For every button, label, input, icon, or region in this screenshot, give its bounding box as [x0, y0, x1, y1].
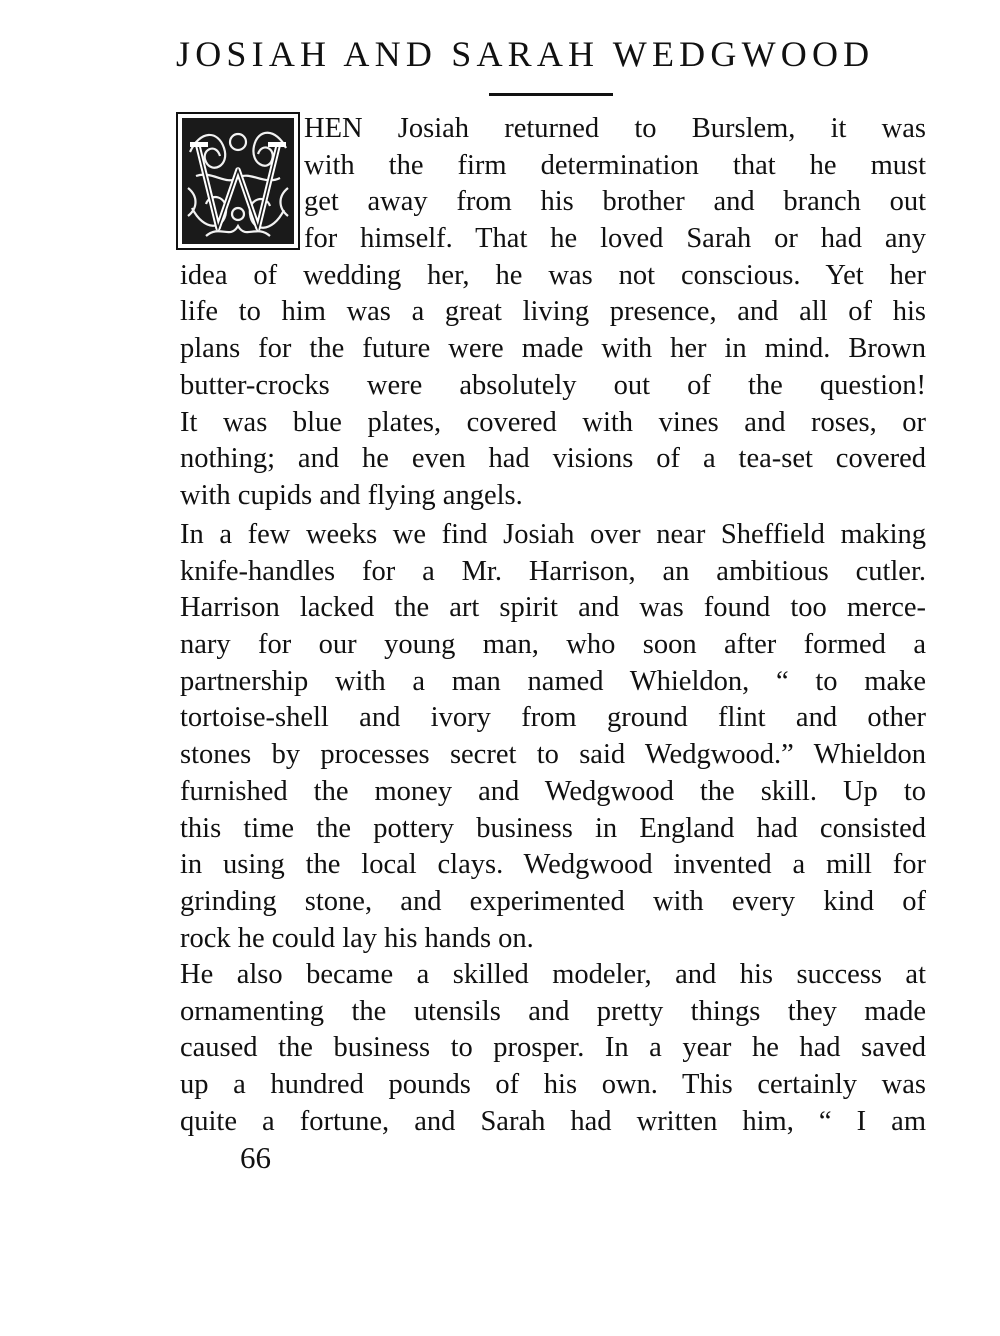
- text-line: rock he could lay his hands on.: [180, 922, 534, 954]
- text-line: furnished the money and Wedgwood the skill. Up to: [180, 775, 926, 807]
- text-line: nothing; and he even had visions of a tea-set covered: [180, 443, 926, 475]
- text-line: partnership with a man named Whieldon, “ to make: [180, 665, 926, 697]
- text-line: nary for our young man, who soon after formed a: [180, 629, 926, 661]
- text-line: grinding stone, and experimented with every kind of: [180, 885, 926, 917]
- text-line: for himself. That he loved Sarah or had any: [304, 223, 926, 255]
- running-head: JOSIAH AND SARAH WEDGWOOD: [176, 34, 875, 74]
- text-line: It was blue plates, covered with vines and roses, or: [180, 406, 926, 438]
- text-line: plans for the future were made with her in mind. Brown: [180, 333, 926, 365]
- text-line: quite a fortune, and Sarah had written him, “ I am: [180, 1105, 926, 1137]
- page-number: 66: [240, 1140, 271, 1175]
- text-line: stones by processes secret to said Wedgwood.” Whieldon: [180, 739, 926, 771]
- text-line: with the firm determination that he must: [304, 149, 926, 181]
- text-line: in using the local clays. Wedgwood invented a mill for: [180, 849, 926, 881]
- text-line: He also became a skilled modeler, and his success at: [180, 959, 926, 990]
- text-line: get away from his brother and branch out: [304, 186, 926, 218]
- paragraph-3: [180, 957, 926, 1140]
- text-line: this time the pottery business in England had consisted: [180, 812, 926, 844]
- text-line: knife-handles for a Mr. Harrison, an ambitious cutler.: [180, 555, 926, 587]
- text-line: life to him was a great living presence, and all of his: [180, 296, 926, 328]
- text-line: idea of wedding her, he was not conscious. Yet her: [180, 259, 926, 291]
- text-line: up a hundred pounds of his own. This certainly was: [180, 1069, 926, 1101]
- text-line: with cupids and flying angels.: [180, 479, 523, 511]
- text-line: butter-crocks were absolutely out of the question!: [180, 369, 926, 401]
- text-line: ornamenting the utensils and pretty things they made: [180, 995, 926, 1027]
- text-line: caused the business to prosper. In a year he had saved: [180, 1032, 926, 1064]
- paragraph-1: [180, 111, 926, 515]
- text-line: In a few weeks we find Josiah over near Sheffield making: [180, 519, 926, 550]
- heading-rule: [489, 93, 613, 96]
- text-line: tortoise-shell and ivory from ground flint and other: [180, 702, 926, 734]
- text-line: HEN Josiah returned to Burslem, it was: [304, 113, 926, 144]
- text-line: Harrison lacked the art spirit and was found too merce-: [180, 592, 926, 624]
- paragraph-2: [180, 517, 926, 957]
